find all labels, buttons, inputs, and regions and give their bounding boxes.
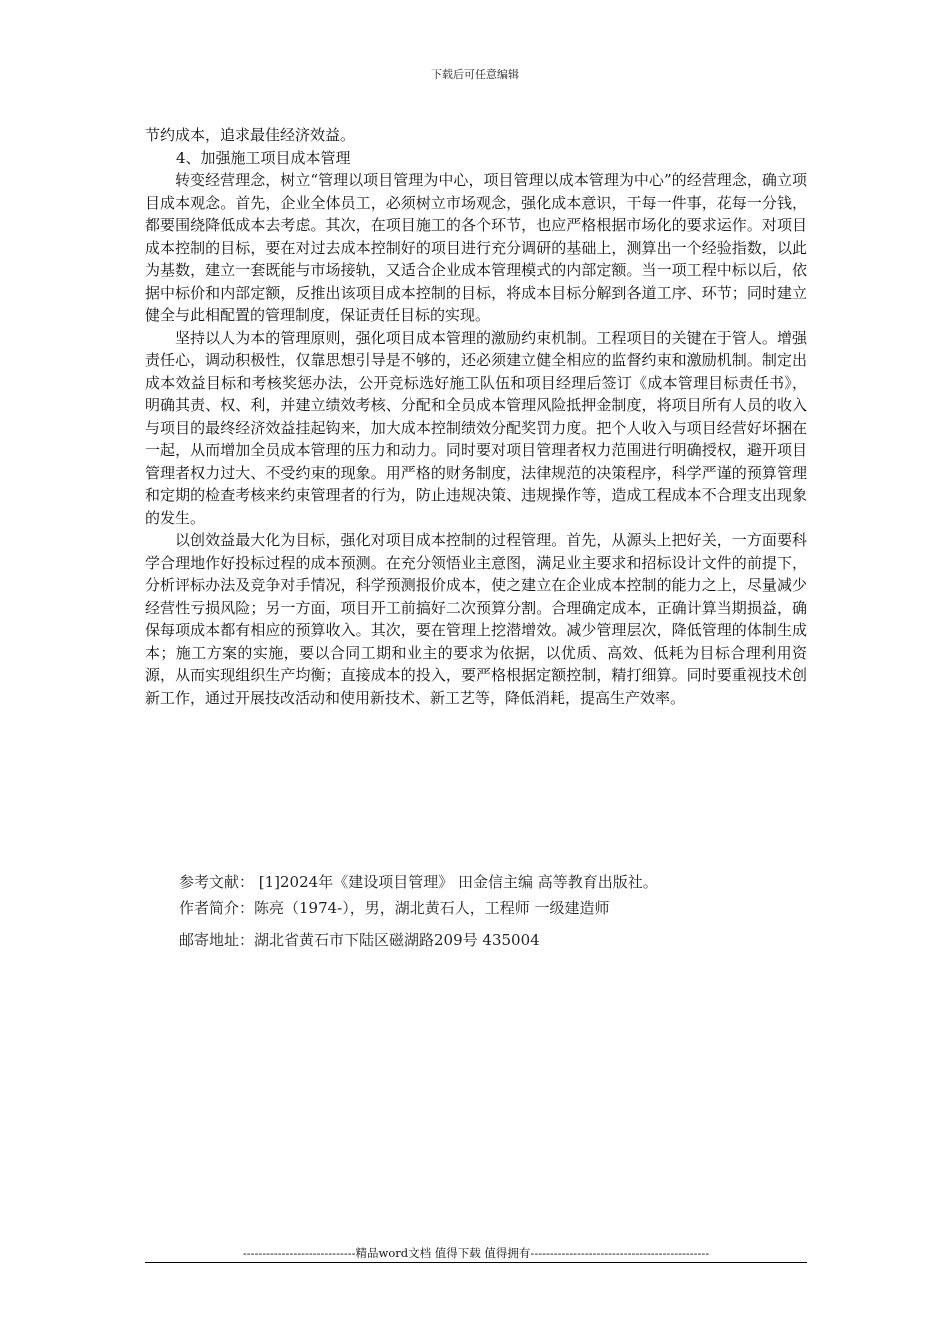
paragraph-2: 坚持以人为本的管理原则，强化项目成本管理的激励约束机制。工程项目的关键在于管人。增强责任心，调动积极性，仅靠思想引导是不够的，还必须建立健全相应的监督约束和激励机制。制定出成本效益目标和考核奖惩办法，公开竞标选好施工队伍和项目经理后签订《成本管理目标责任书》，明确其责、权、利，并建立绩效考核、分配和全员成本管理风险抵押金制度，将项目所有人员的收入与项目的最终经济效益挂起钩来，加大成本控制绩效分配奖罚力度。把个人收入与项目经营好坏捆在一起，从而增加全员成本管理的压力和动力。同时要对项目管理者权力范围进行明确授权，避开项目管理者权力过大、不受约束的现象。用严格的财务制度，法律规范的决策程序，科学严谨的预算管理和定期的检查考核来约束管理者的行为，防止违规决策、违规操作等，造成工程成本不合理支出现象的发生。	[145, 328, 807, 527]
section-heading: 4、加强施工项目成本管理	[176, 148, 351, 167]
reference-block	[179, 871, 799, 950]
footer-divider	[145, 1262, 807, 1263]
paragraph-1: 转变经营理念，树立“管理以项目管理为中心，项目管理以成本管理为中心”的经营理念，确立项目成本观念。首先，企业全体员工，必须树立市场观念，强化成本意识，干每一件事，花每一分钱，都要围绕降低成本去考虑。其次，在项目施工的各个环节，也应严格根据市场化的要求运作。对项目成本控制的目标，要在对过去成本控制好的项目进行充分调研的基础上，测算出一个经验指数，以此为基数，建立一套既能与市场接轨，又适合企业成本管理模式的内部定额。当一项工程中标以后，依据中标价和内部定额，反推出该项目成本控制的目标，将成本目标分解到各道工序、环节；同时建立健全与此相配置的管理制度，保证责任目标的实现。	[145, 171, 807, 324]
address-line: 邮寄地址：湖北省黄石市下陆区磁湖路209号 435004	[179, 931, 540, 949]
paragraph-3: 以创效益最大化为目标，强化对项目成本控制的过程管理。首先，从源头上把好关，一方面要科学合理地作好投标过程的成本预测。在充分领悟业主意图，满足业主要求和招标设计文件的前提下，分析评标办法及竞争对手情况，科学预测报价成本，使之建立在企业成本控制的能力之上，尽量减少经营性亏损风险；另一方面，项目开工前搞好二次预算分割。合理确定成本，正确计算当期损益，确保每项成本都有相应的预算收入。其次，要在管理上挖潜增效。减少管理层次，降低管理的体制生成本；施工方案的实施，要以合同工期和业主的要求为依据，以优质、高效、低耗为目标合理利用资源，从而实现组织生产均衡；直接成本的投入，要严格根据定额控制，精打细算。同时要重视技术创新工作，通过开展技改活动和使用新技术、新工艺等，降低消耗，提高生产效率。	[145, 531, 807, 707]
author-line: 作者简介：陈亮（1974-），男，湖北黄石人，工程师 一级建造师	[179, 899, 610, 917]
page-header: 下载后可任意编辑	[431, 68, 519, 81]
page-footer: -----------------------------精品word文档 值得下载 值得拥有----------------------------------------------	[242, 1246, 710, 1260]
document-body	[145, 124, 807, 709]
reference-line: 参考文献： [1]2024年《建设项目管理》 田金信主编 高等教育出版社。	[179, 873, 658, 891]
paragraph-continuation: 节约成本，追求最佳经济效益。	[145, 126, 356, 144]
